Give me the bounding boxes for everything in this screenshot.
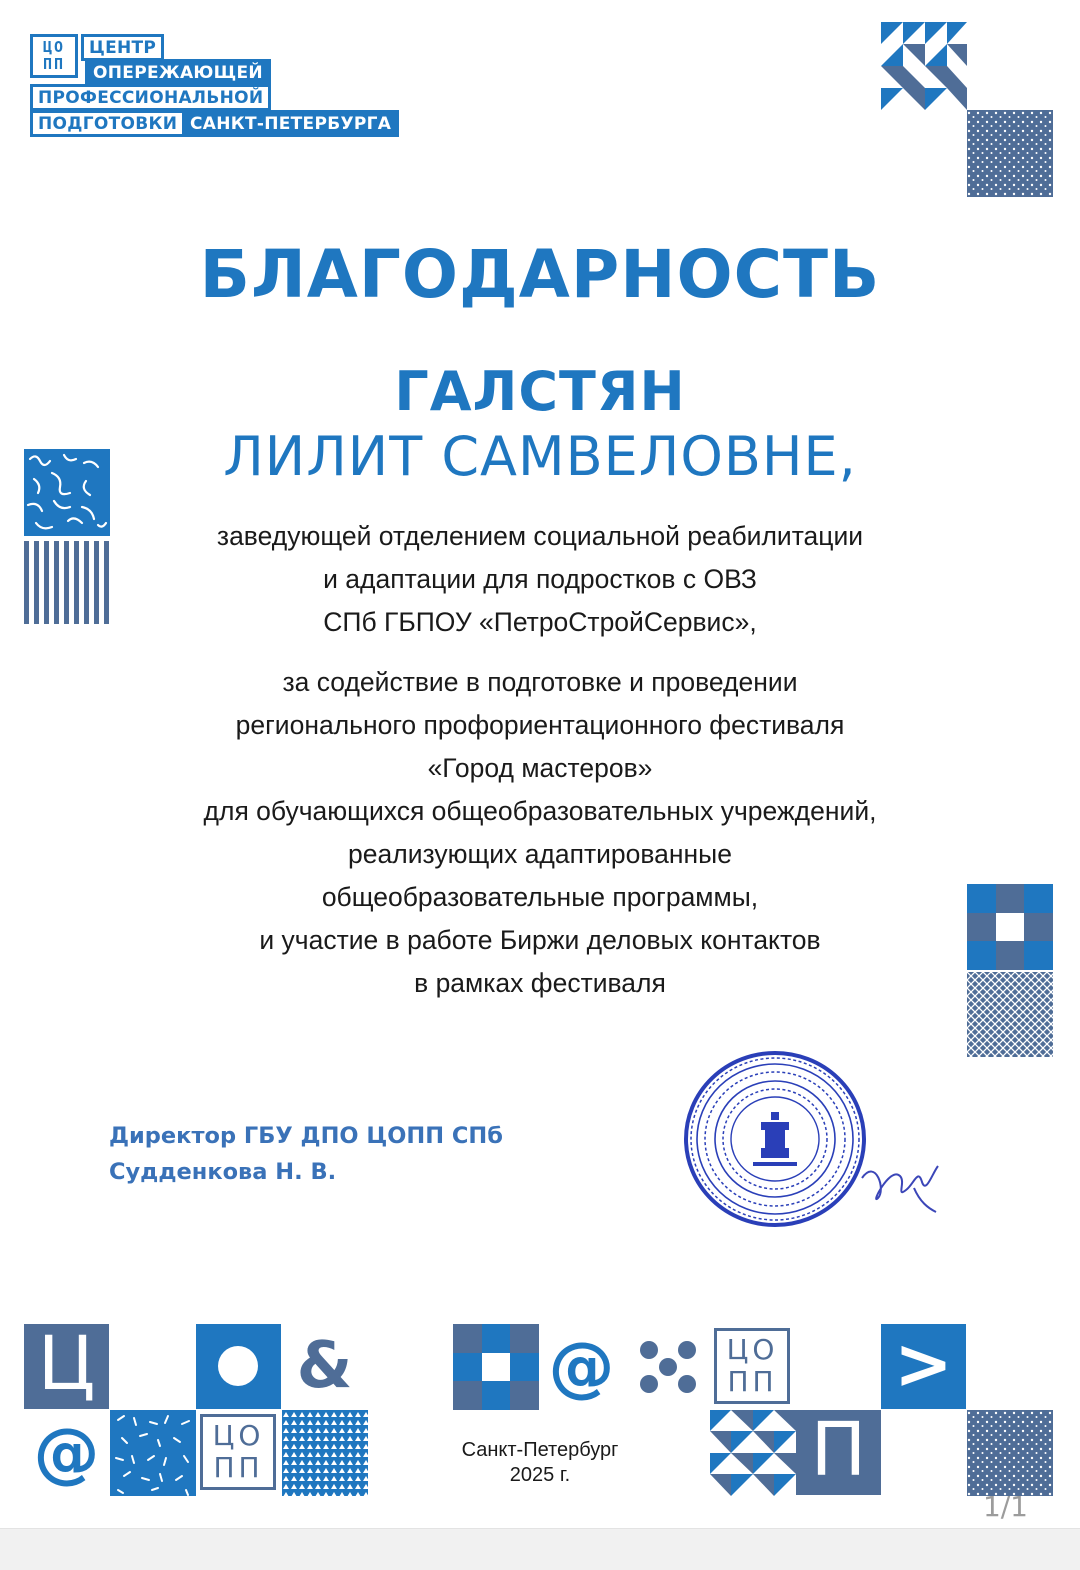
triangle-pattern-tile-2: [710, 1410, 796, 1496]
logo-line-4a: ПОДГОТОВКИ: [30, 110, 185, 137]
reason-line: регионального профориентационного фестиваля: [235, 710, 845, 740]
greater-than-icon: >: [894, 1323, 953, 1405]
logo-line-1: ЦЕНТР: [81, 34, 164, 61]
copp-small-logo-text: ЦО ПП: [212, 1419, 265, 1484]
ampersand-icon: &: [296, 1329, 353, 1403]
reason-line: общеобразовательные программы,: [321, 882, 759, 912]
city-name: Санкт-Петербург: [461, 1439, 619, 1461]
recipient-given-names: ЛИЛИТ САМВЕЛОВНЕ,: [223, 425, 857, 488]
gratitude-reason: [0, 661, 1080, 1005]
copp-logo-mark: [30, 34, 78, 78]
checker-small-tile: [453, 1324, 539, 1410]
at-sign-icon: @: [33, 1414, 100, 1491]
reason-line: для обучающихся общеобразовательных учреждений,: [203, 796, 877, 826]
issue-year: 2025 г.: [509, 1464, 571, 1486]
at-sign-tile: [24, 1410, 109, 1495]
dots-pattern-tile-2: [967, 1410, 1053, 1496]
reason-line: реализующих адаптированные: [348, 839, 732, 869]
pe-letter: П: [810, 1407, 867, 1493]
tse-letter-tile: [24, 1321, 109, 1409]
at-sign-icon: @: [548, 1328, 615, 1405]
page-counter: 1/1: [982, 1490, 1028, 1523]
reason-line: и участие в работе Биржи деловых контактов: [259, 925, 821, 955]
recipient-position: [0, 515, 1080, 644]
at-sign-tile-2: [539, 1324, 624, 1409]
reason-line: в рамках фестиваля: [414, 968, 666, 998]
signatory-block: [109, 1118, 503, 1190]
copp-small-logo-tile: [196, 1410, 281, 1495]
logo-line-2: ОПЕРЕЖАЮЩЕЙ: [85, 59, 271, 86]
tse-letter: Ц: [37, 1321, 96, 1407]
triangle-pattern-tile: [881, 22, 967, 110]
recipient-surname: ГАЛСТЯН: [394, 360, 686, 423]
position-line: заведующей отделением социальной реабилитации: [216, 521, 864, 551]
circle-icon: [218, 1346, 258, 1386]
document-title: БЛАГОДАРНОСТЬ: [199, 236, 881, 313]
signature: [856, 1138, 946, 1218]
reason-line: «Город мастеров»: [427, 753, 653, 783]
position-line: и адаптации для подростков с ОВЗ: [323, 564, 757, 594]
copp-small-logo-tile-2: [710, 1324, 795, 1409]
arrow-tile: [881, 1324, 966, 1409]
copp-small-logo-text: ЦО ПП: [726, 1333, 779, 1398]
reason-line: за содействие в подготовке и проведении: [282, 667, 798, 697]
place-and-date: [440, 1438, 640, 1488]
ampersand-tile: [282, 1324, 367, 1409]
circle-tile: [196, 1324, 281, 1409]
viewer-bottom-bar: [0, 1528, 1080, 1570]
signatory-name: Судденкова Н. В.: [109, 1159, 337, 1185]
position-line: СПб ГБПОУ «ПетроСтройСервис»,: [323, 607, 757, 637]
confetti-pattern-tile: [110, 1410, 196, 1496]
logo-line-3: ПРОФЕССИОНАЛЬНОЙ: [30, 84, 271, 111]
official-stamp: [683, 1050, 868, 1228]
logo-mark-text: ЦО ПП: [42, 38, 66, 73]
five-dots-tile: [625, 1324, 711, 1410]
checker-cross-tile: [967, 884, 1053, 1057]
signatory-role: Директор ГБУ ДПО ЦОПП СПб: [109, 1123, 503, 1149]
small-triangles-tile: [282, 1410, 368, 1496]
dots-pattern-tile: [967, 110, 1053, 197]
pe-letter-tile: [796, 1407, 881, 1495]
logo-line-4b: САНКТ-ПЕТЕРБУРГА: [182, 110, 399, 137]
